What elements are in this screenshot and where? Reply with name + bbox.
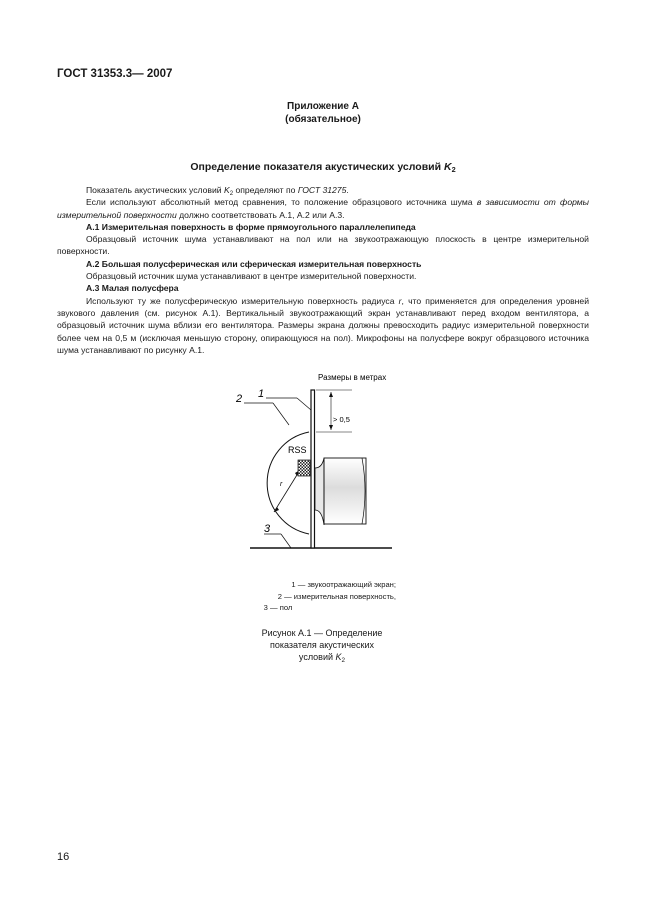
caption-line-3-wrap <box>212 651 432 663</box>
caption-line-3: условий <box>298 652 334 662</box>
units-note: Размеры в метрах <box>318 373 387 382</box>
p1-text-b: определяют по <box>235 185 296 195</box>
fan-cylinder <box>324 458 366 524</box>
callout-1-label: 1 <box>258 388 265 400</box>
p1-text-a: Показатель акустических условий <box>86 185 222 195</box>
caption-symbol-sub: 2 <box>341 657 346 664</box>
caption-line-2: показателя акустических <box>270 640 374 650</box>
p1-reference: ГОСТ 31275 <box>297 185 347 195</box>
radius-label: r <box>280 481 283 488</box>
legend-item-1: 1 — звукоотражающий экран; <box>291 580 396 589</box>
rss-label: RSS <box>288 445 307 455</box>
a2-heading: А.2 Большая полусферическая или сферическая измерительная поверхность <box>86 258 422 269</box>
p2-italic: в зависимости от формы измерительной поверхности <box>57 197 589 220</box>
p1-symbol: K <box>223 185 230 195</box>
a3-heading: А.3 Малая полусфера <box>86 283 179 294</box>
a3-text-a: Используют ту же полусферическую измерительную поверхность радиуса <box>86 295 395 306</box>
caption-line-1: Рисунок А.1 — Определение <box>261 628 383 638</box>
p2-text-b: должно соответствовать А.1, А.2 или А.3. <box>179 209 345 220</box>
dimension-arrow-bottom <box>329 425 333 430</box>
callout-1-leader <box>297 398 311 410</box>
a1-heading: А.1 Измерительная поверхность в форме прямоугольного параллелепипеда <box>86 221 416 232</box>
a1-text: Образцовый источник шума устанавливают на пол или на звукоотражающую плоскость в центре измерительной поверхности. <box>57 234 589 257</box>
annex-status: (обязательное) <box>285 114 361 125</box>
fan-inlet-flange <box>315 458 324 525</box>
dimension-arrow-top <box>329 392 333 397</box>
symbol-sub: 2 <box>451 165 456 174</box>
p2-text-a: Если используют абсолютный метод сравнения, то положение образцового источника шума <box>86 197 473 208</box>
page-number: 16 <box>57 851 70 863</box>
a3-radius-symbol: r <box>398 295 402 306</box>
radius-line <box>274 470 300 512</box>
a2-text: Образцовый источник шума устанавливают в центре измерительной поверхности. <box>86 271 417 282</box>
figure-legend <box>160 579 396 614</box>
reflecting-screen <box>311 390 315 548</box>
standard-id: ГОСТ 31353.3— 2007 <box>57 68 173 80</box>
legend-item-2: 2 — измерительная поверхность, <box>277 591 396 601</box>
a3-text-b: , что применяется для определения уровней звукового давления (см. рисунок А.1). Вертикальный звукоотражающий экран устанавливают перед входом вентилятора, а образцовый источник шума вблизи его вентилятора. Размеры экрана должны превосходить радиус измерительной поверхности более чем на 0,5 м (исключая меньшую сторону, опирающуюся на пол). Микрофоны на полусфере вокруг образцового источника шума устанавливают по рисунку А.1. <box>57 295 589 355</box>
symbol-k: K <box>443 161 452 173</box>
callout-3-label: 3 <box>264 523 271 535</box>
legend-item-3: 3 — пол <box>263 603 293 612</box>
callout-2-leader <box>273 403 289 425</box>
figure-caption <box>212 627 432 663</box>
section-title-text: Определение показателя акустических условий <box>190 161 442 173</box>
caption-symbol: K <box>335 652 342 662</box>
dimension-label: > 0,5 <box>333 415 350 424</box>
callout-3-leader <box>281 534 291 548</box>
annex-title: Приложение А <box>287 101 359 112</box>
rss-source <box>298 460 310 476</box>
p1-text-c: . <box>346 185 349 195</box>
callout-2-label: 2 <box>236 393 243 405</box>
p1-symbol-sub: 2 <box>229 191 234 197</box>
